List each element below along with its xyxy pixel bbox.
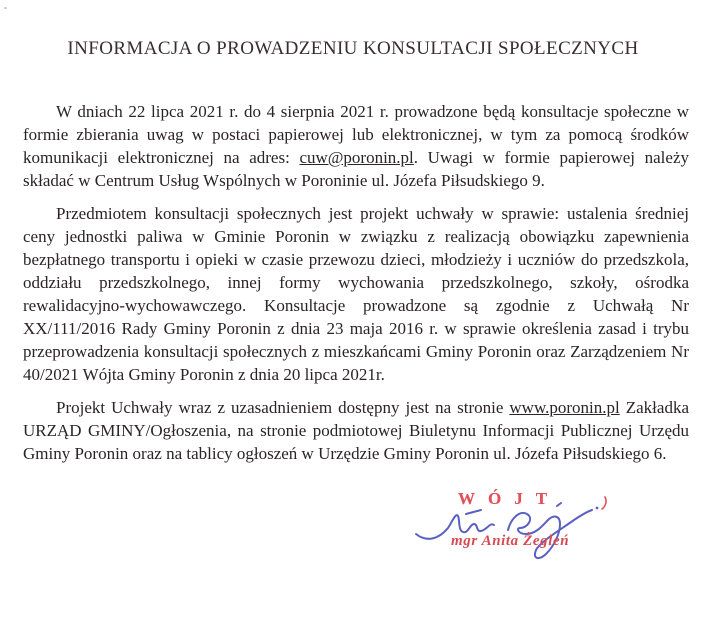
paragraph-consultation-subject: Przedmiotem konsultacji społecznych jest projekt uchwały w sprawie: ustalenia średniej ceny jednostki paliwa w Gminie Poronin w związku z realizacją obowiązku zapewnienia bezpłatnego transportu i opieki w czasie przewozu dzieci, młodzieży i uczniów do przedszkola, oddziału przedszkolnego, innej formy wychowania przedszkolnego, szkoły, ośrodka rewalidacyjno-wychowawczego. Konsultacje prowadzone są zgodnie z Uchwałą Nr XX/111/2016 Rady Gminy Poronin z dnia 23 maja 2016 r. w sprawie określenia zasad i trybu przeprowadzenia konsultacji społecznych z mieszkańcami Gminy Poronin oraz Zarządzeniem Nr 40/2021 Wójta Gminy Poronin z dnia 20 lipca 2021r.	[23, 204, 689, 384]
paragraph-text: Projekt Uchwały wraz z uzasadnieniem dostępny jest na stronie	[56, 398, 510, 417]
document-body	[23, 100, 689, 465]
paragraph-text: W dniach 22 lipca 2021 r. do 4 sierpnia 2021 r. prowadzone będą konsultacje społeczne w formie zbierania uwag w postaci papierowej lub elektronicznej, w tym za pomocą środków komunikacji elektronicznej na adres:	[23, 102, 689, 167]
page-title: INFORMACJA O PROWADZENIU KONSULTACJI SPOŁECZNYCH	[67, 38, 639, 59]
paragraph-text: . Uwagi w formie papierowej należy składać w Centrum Usług Wspólnych w Poroninie ul. Józefa Piłsudskiego 9.	[23, 148, 689, 190]
signature-block	[0, 488, 706, 588]
paragraph-consultation-dates	[23, 100, 689, 192]
stamp-title: WÓJT	[458, 489, 561, 508]
website-link[interactable]: www.poronin.pl	[509, 398, 620, 417]
paragraph-text: Zakładka URZĄD GMINY/Ogłoszenia, na stronie podmiotowej Biuletynu Informacji Publicznej Urzędu Gminy Poronin oraz na tablicy ogłoszeń w Urzędzie Gminy Poronin ul. Józefa Piłsudskiego 6.	[23, 398, 689, 463]
paragraph-document-availability	[23, 396, 689, 465]
scan-speck	[4, 7, 7, 9]
email-link[interactable]: cuw@poronin.pl	[299, 148, 414, 167]
stamp-name: mgr Anita Żegleń	[451, 533, 570, 549]
